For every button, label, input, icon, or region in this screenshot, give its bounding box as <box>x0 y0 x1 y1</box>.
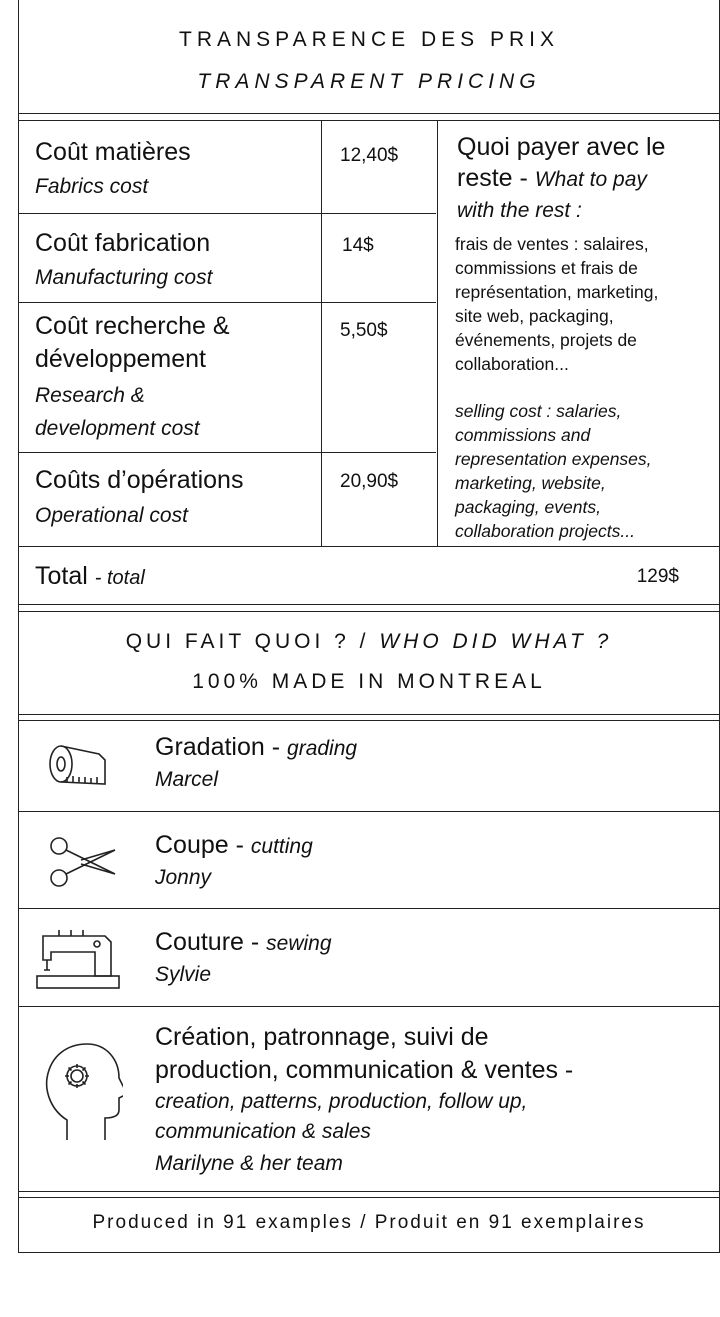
cost-price: 5,50$ <box>340 320 388 341</box>
total-label-en: - total <box>94 567 145 589</box>
role-title-en: grading <box>287 737 358 760</box>
divider <box>19 714 719 715</box>
role-person: Sylvie <box>155 963 212 986</box>
total-label <box>35 562 145 591</box>
rest-text-en <box>455 399 717 543</box>
cost-label-en: Operational cost <box>35 504 188 527</box>
rest-text-line: collaboration projects... <box>455 521 635 541</box>
divider <box>19 604 719 605</box>
rest-text-line: site web, packaging, <box>455 306 614 326</box>
divider <box>19 113 719 114</box>
rest-heading-line: Quoi payer avec le <box>457 133 666 161</box>
rest-heading-line <box>457 163 717 195</box>
rest-text-line: frais de ventes : salaires, <box>455 234 649 254</box>
row-divider <box>19 302 436 303</box>
rest-text-line: événements, projets de <box>455 330 637 350</box>
rest-text-line: représentation, marketing, <box>455 282 659 302</box>
price-transparency-card <box>18 0 720 1253</box>
column-divider <box>437 121 438 547</box>
rest-text-line: commissions et frais de <box>455 258 638 278</box>
role-person: Jonny <box>155 866 212 889</box>
row-divider <box>19 546 719 547</box>
role-title-en: communication & sales <box>155 1120 371 1143</box>
divider <box>19 811 719 812</box>
who-heading-fr: QUI FAIT QUOI ? / <box>125 630 370 653</box>
footer-text: Produced in 91 examples / Produit en 91 exemplaires <box>92 1212 646 1233</box>
sewing-machine-icon <box>35 926 121 990</box>
rest-text-fr <box>455 232 717 376</box>
rest-text-line: collaboration... <box>455 354 569 374</box>
role-title-en: creation, patterns, production, follow up, <box>155 1090 528 1113</box>
cost-label-en: development cost <box>35 417 200 440</box>
role-title <box>155 731 715 765</box>
role-title-fr: Coupe - <box>155 831 244 859</box>
rest-heading <box>457 132 717 226</box>
role-creation <box>155 1021 715 1179</box>
rest-heading-fr: reste - <box>457 164 528 192</box>
rest-text-line: representation expenses, <box>455 449 652 469</box>
total-value: 129$ <box>636 566 679 587</box>
cost-label: Coût recherche & <box>35 312 230 340</box>
title-en: TRANSPARENT PRICING <box>197 70 541 93</box>
head-gear-icon <box>43 1040 123 1144</box>
role-cutting <box>155 829 715 893</box>
role-title-fr: Gradation - <box>155 733 281 761</box>
scissors-icon <box>47 834 119 890</box>
cost-price: 20,90$ <box>340 471 399 492</box>
divider <box>19 908 719 909</box>
rest-text-line: packaging, events, <box>455 497 601 517</box>
divider <box>19 1191 719 1192</box>
column-divider <box>321 121 322 547</box>
who-heading-en: WHO DID WHAT ? <box>379 630 613 653</box>
divider <box>19 1197 719 1198</box>
role-grading <box>155 731 715 795</box>
role-person: Marcel <box>155 768 219 791</box>
total-label-fr: Total <box>35 562 88 590</box>
divider <box>19 720 719 721</box>
rest-heading-en: What to pay <box>534 168 647 191</box>
tape-measure-icon <box>47 740 109 790</box>
divider <box>19 1006 719 1007</box>
role-sewing <box>155 926 715 990</box>
cost-label: Coût matières <box>35 138 191 166</box>
cost-label-en: Fabrics cost <box>35 175 149 198</box>
role-title-fr: production, communication & ventes - <box>155 1056 574 1084</box>
role-title-fr: Création, patronnage, suivi de <box>155 1023 489 1051</box>
who-heading <box>19 630 719 654</box>
role-title-fr: Couture - <box>155 928 260 956</box>
row-divider <box>19 213 436 214</box>
role-title <box>155 829 715 863</box>
cost-label: Coût fabrication <box>35 229 211 257</box>
rest-text-line: selling cost : salaries, <box>455 401 622 421</box>
cost-label-en: Research & <box>35 384 145 407</box>
cost-label-en: Manufacturing cost <box>35 266 213 289</box>
title-fr: TRANSPARENCE DES PRIX <box>179 28 559 51</box>
role-title <box>155 926 715 960</box>
cost-label: développement <box>35 345 206 373</box>
cost-price: 14$ <box>342 235 374 256</box>
role-person: Marilyne & her team <box>155 1152 343 1175</box>
role-title-en: cutting <box>250 835 313 858</box>
row-divider <box>19 452 436 453</box>
rest-text-line: marketing, website, <box>455 473 606 493</box>
divider <box>19 611 719 612</box>
cost-label: Coûts d’opérations <box>35 466 244 494</box>
rest-heading-en: with the rest : <box>457 199 582 222</box>
cost-price: 12,40$ <box>340 145 399 166</box>
rest-text-line: commissions and <box>455 425 591 445</box>
made-in-montreal: 100% MADE IN MONTREAL <box>192 670 546 693</box>
role-title-en: sewing <box>266 932 332 955</box>
divider <box>19 120 719 121</box>
